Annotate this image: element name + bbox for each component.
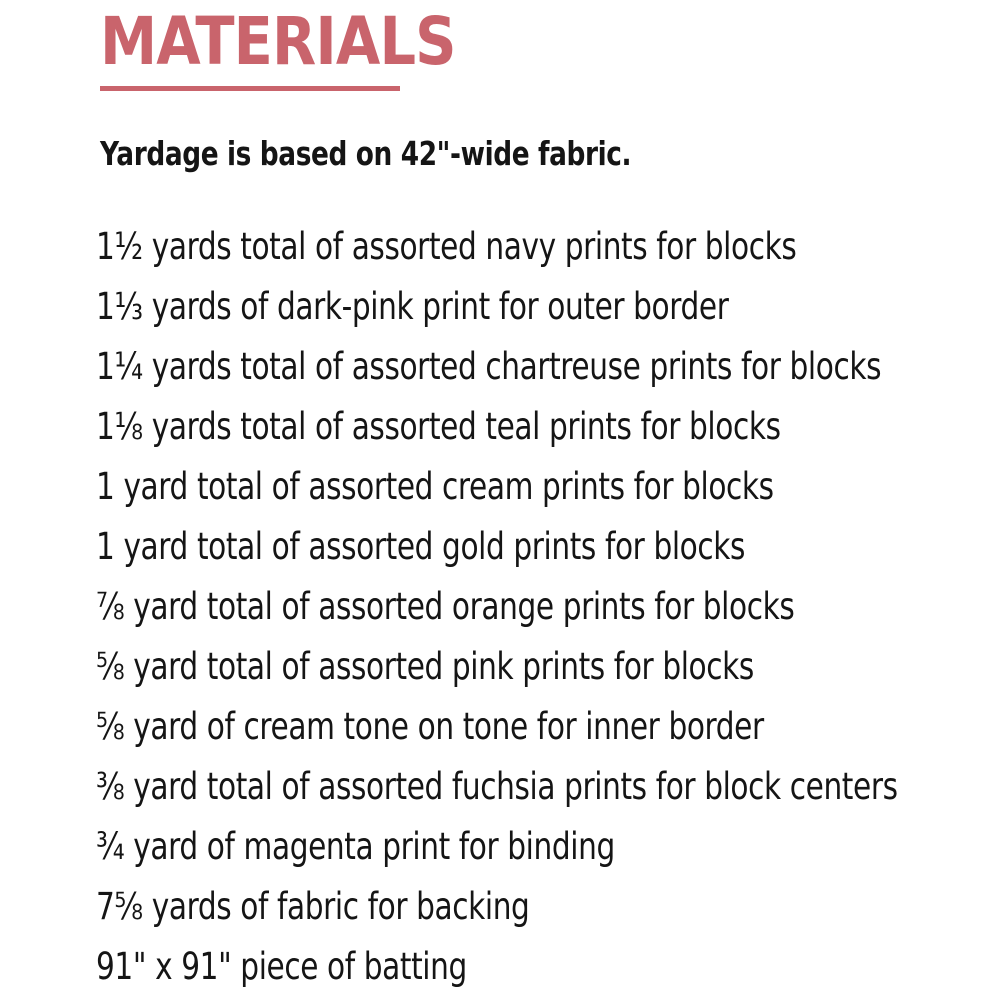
list-item: ⅝ yard total of assorted pink prints for blocks xyxy=(96,645,754,688)
materials-list xyxy=(96,217,1000,997)
list-item: 1 yard total of assorted cream prints for blocks xyxy=(96,465,774,508)
list-item: 91" x 91" piece of batting xyxy=(96,945,467,988)
intro-text: Yardage is based on 42"-wide fabric. xyxy=(100,134,632,173)
list-item: 1⅓ yards of dark-pink print for outer border xyxy=(96,285,729,328)
list-item: ¾ yard of magenta print for binding xyxy=(96,825,615,868)
heading-block xyxy=(100,2,509,82)
list-item: ⅝ yard of cream tone on tone for inner border xyxy=(96,705,764,748)
title-underline xyxy=(100,86,400,91)
list-item: 1 yard total of assorted gold prints for blocks xyxy=(96,525,746,568)
list-item: ⅜ yard total of assorted fuchsia prints for block centers xyxy=(96,765,898,808)
list-item: 1½ yards total of assorted navy prints for blocks xyxy=(96,225,797,268)
list-item: 1¼ yards total of assorted chartreuse prints for blocks xyxy=(96,345,882,388)
list-item: ⅞ yard total of assorted orange prints for blocks xyxy=(96,585,795,628)
list-item: 1⅛ yards total of assorted teal prints for blocks xyxy=(96,405,781,448)
page-title: MATERIALS xyxy=(100,3,456,80)
list-item: 7⅝ yards of fabric for backing xyxy=(96,885,530,928)
